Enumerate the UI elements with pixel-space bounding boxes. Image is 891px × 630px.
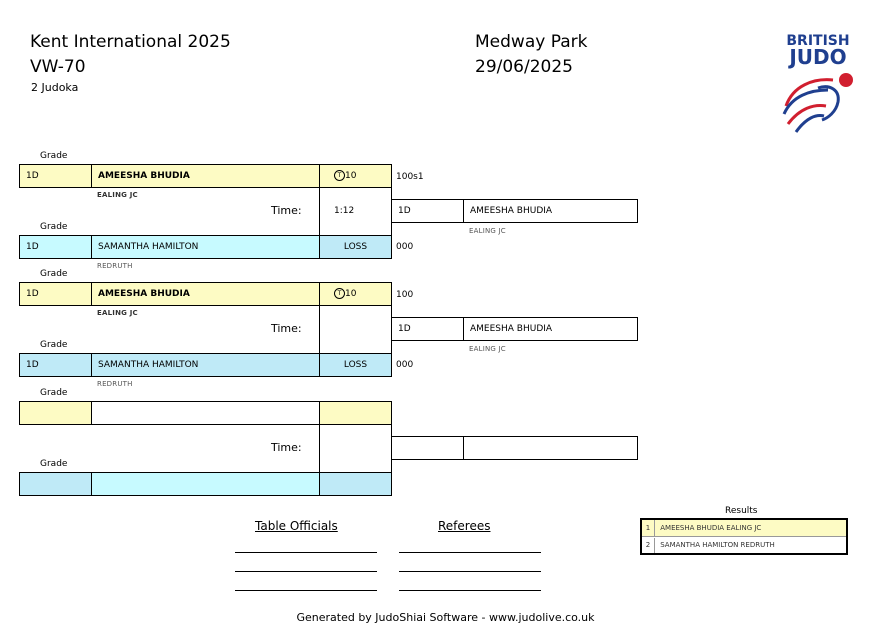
blue-score-empty	[319, 472, 392, 496]
signature-line	[399, 590, 541, 591]
white-score-value: 10	[345, 289, 357, 299]
white-score	[319, 282, 392, 306]
white-grade: 1D	[19, 282, 92, 306]
event-date: 29/06/2025	[475, 57, 573, 77]
result-row-2	[642, 538, 846, 553]
results-title: Results	[725, 506, 758, 516]
blue-grade-empty	[19, 472, 92, 496]
result-place: 2	[642, 538, 655, 553]
category-title: VW-70	[30, 57, 86, 77]
blue-name: SAMANTHA HAMILTON	[91, 353, 320, 377]
winner-name: AMEESHA BHUDIA	[463, 317, 638, 341]
white-name: AMEESHA BHUDIA	[91, 164, 320, 188]
blue-score: LOSS	[319, 353, 392, 377]
winner-grade-empty	[391, 436, 464, 460]
venue-name: Medway Park	[475, 32, 588, 52]
white-club: EALING JC	[97, 191, 138, 199]
grade-label: Grade	[40, 388, 68, 398]
result-text: AMEESHA BHUDIA EALING JC	[660, 524, 762, 532]
grade-label: Grade	[40, 340, 68, 350]
match-time-label: Time:	[271, 204, 302, 217]
grade-label: Grade	[40, 222, 68, 232]
white-points: 100	[396, 290, 414, 300]
blue-points: 000	[396, 360, 414, 370]
winner-grade: 1D	[391, 199, 464, 223]
white-grade: 1D	[19, 164, 92, 188]
white-grade-empty	[19, 401, 92, 425]
result-place: 1	[642, 520, 655, 536]
signature-line	[235, 552, 377, 553]
winner-name: AMEESHA BHUDIA	[463, 199, 638, 223]
blue-club: REDRUTH	[97, 262, 133, 270]
blue-name: SAMANTHA HAMILTON	[91, 235, 320, 259]
winner-name-empty	[463, 436, 638, 460]
blue-name-empty	[91, 472, 320, 496]
winner-grade: 1D	[391, 317, 464, 341]
white-name: AMEESHA BHUDIA	[91, 282, 320, 306]
match-time-label: Time:	[271, 322, 302, 335]
ippon-icon: T	[334, 288, 345, 299]
judo-throw-icon	[778, 66, 858, 136]
result-row-1	[642, 520, 846, 537]
signature-line	[235, 571, 377, 572]
referees-heading: Referees	[438, 519, 491, 533]
signature-line	[399, 552, 541, 553]
white-name-empty	[91, 401, 320, 425]
footer-text: Generated by JudoShiai Software - www.judolive.co.uk	[296, 611, 595, 624]
match-time-value: 1:12	[334, 206, 355, 216]
winner-club: EALING JC	[469, 345, 506, 353]
white-score	[319, 164, 392, 188]
signature-line	[399, 571, 541, 572]
white-club: EALING JC	[97, 309, 138, 317]
blue-score: LOSS	[319, 235, 392, 259]
results-table	[640, 518, 848, 555]
grade-label: Grade	[40, 269, 68, 279]
ippon-icon: T	[334, 170, 345, 181]
white-score-value: 10	[345, 171, 357, 181]
grade-label: Grade	[40, 151, 68, 161]
logo-text-judo: JUDO	[789, 45, 847, 69]
blue-club: REDRUTH	[97, 380, 133, 388]
blue-points: 000	[396, 242, 414, 252]
table-officials-heading: Table Officials	[255, 519, 338, 533]
white-score-empty	[319, 401, 392, 425]
event-title: Kent International 2025	[30, 32, 231, 52]
result-text: SAMANTHA HAMILTON REDRUTH	[660, 541, 775, 549]
british-judo-logo	[778, 34, 858, 144]
grade-label: Grade	[40, 459, 68, 469]
blue-grade: 1D	[19, 235, 92, 259]
blue-grade: 1D	[19, 353, 92, 377]
match-time-label: Time:	[271, 441, 302, 454]
white-points: 100s1	[396, 172, 424, 182]
judoka-count: 2 Judoka	[31, 81, 79, 94]
winner-club: EALING JC	[469, 227, 506, 235]
signature-line	[235, 590, 377, 591]
logo-text-british: BRITISH	[786, 33, 850, 49]
